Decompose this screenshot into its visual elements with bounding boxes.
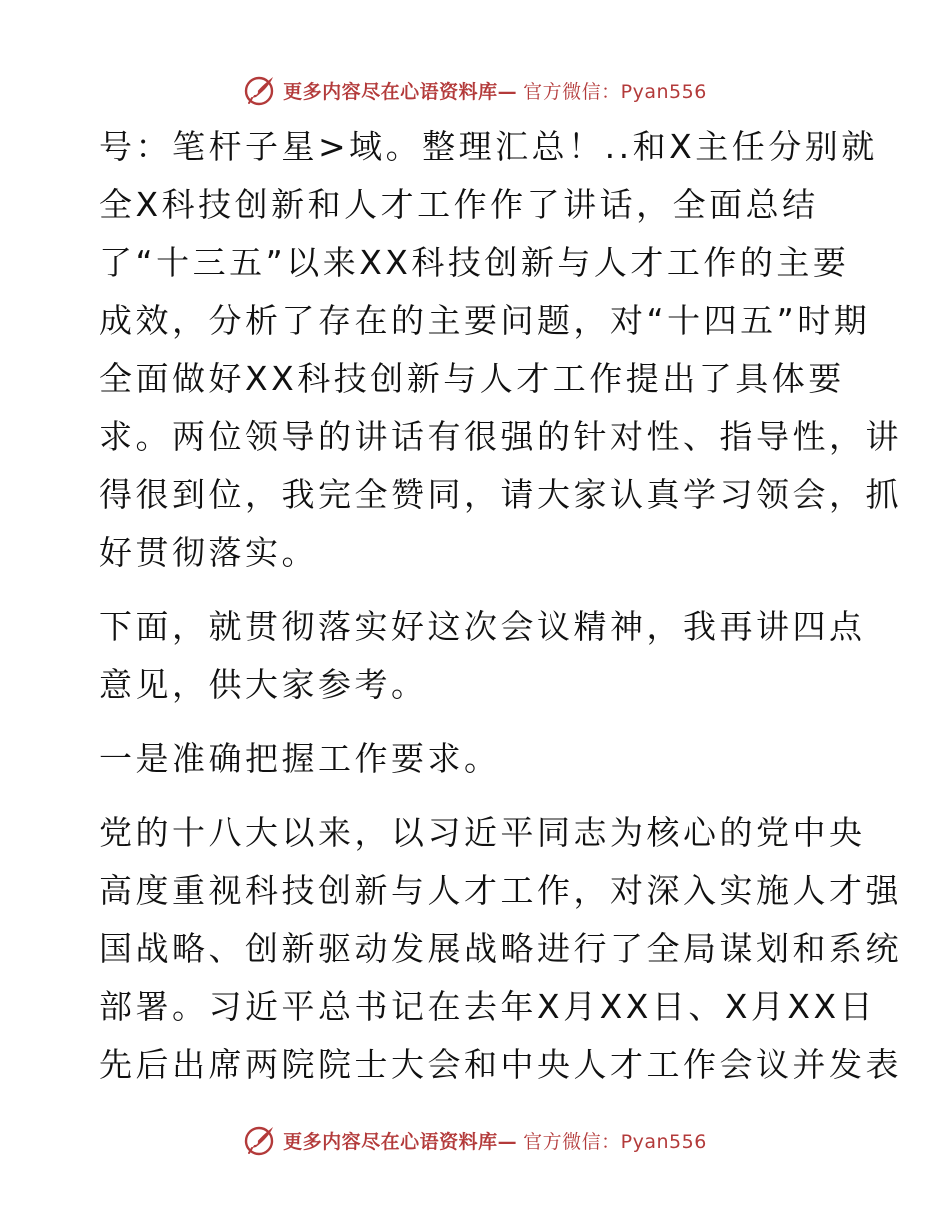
- footer-banner-title: 更多内容尽在心语资料库—: [283, 1130, 518, 1153]
- paragraph-2: [99, 598, 866, 714]
- footer-banner-wechat: 官方微信：Pyan556: [523, 1130, 707, 1153]
- text-line: 得很到位，我完全赞同，请大家认真学习领会，抓: [99, 475, 902, 514]
- quill-pen-logo-icon: [243, 73, 277, 107]
- text-line: 成效，分析了存在的主要问题，对“十四五”时期: [99, 301, 871, 340]
- text-line: 号：笔杆子星>域。整理汇总！..和X主任分别就: [99, 127, 878, 166]
- text-line: 先后出席两院院士大会和中央人才工作会议并发表: [99, 1045, 902, 1084]
- document-body: [99, 118, 902, 1094]
- text-line: 党的十八大以来，以习近平同志为核心的党中央: [99, 813, 866, 852]
- header-banner-title: 更多内容尽在心语资料库—: [283, 80, 518, 103]
- paragraph-4: [99, 804, 902, 1094]
- text-line: 下面，就贯彻落实好这次会议精神，我再讲四点: [99, 607, 866, 646]
- quill-pen-logo-icon: [243, 1123, 277, 1157]
- text-line: 全X科技创新和人才工作作了讲话，全面总结: [99, 185, 819, 224]
- text-line: 求。两位领导的讲话有很强的针对性、指导性，讲: [99, 417, 902, 456]
- text-line: 好贯彻落实。: [99, 533, 318, 572]
- footer-banner: [0, 1120, 950, 1160]
- text-line: 高度重视科技创新与人才工作，对深入实施人才强: [99, 871, 902, 910]
- text-line: 全面做好XX科技创新与人才工作提出了具体要: [99, 359, 845, 398]
- text-line: 意见，供大家参考。: [99, 665, 428, 704]
- header-banner-wechat: 官方微信：Pyan556: [523, 80, 707, 103]
- header-banner: [0, 70, 950, 110]
- text-line: 了“十三五”以来XX科技创新与人才工作的主要: [99, 243, 850, 282]
- paragraph-1: [99, 118, 902, 582]
- paragraph-3-heading: [99, 730, 859, 788]
- text-line: 部署。习近平总书记在去年X月XX日、X月XX日: [99, 987, 877, 1026]
- text-line: 国战略、创新驱动发展战略进行了全局谋划和系统: [99, 929, 902, 968]
- text-line: 一是准确把握工作要求。: [99, 739, 501, 778]
